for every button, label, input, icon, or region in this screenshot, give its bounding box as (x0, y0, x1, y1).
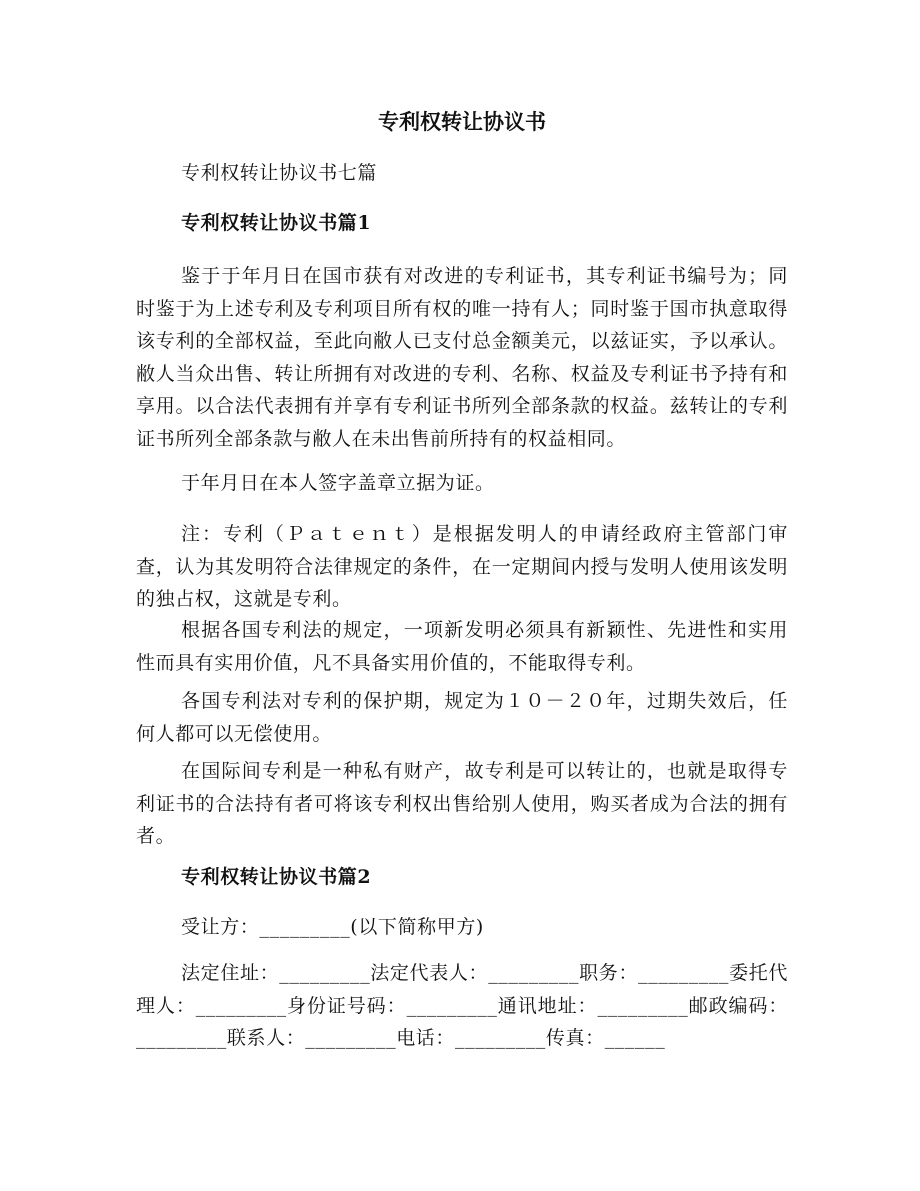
section-heading-1: 专利权转让协议书篇1 (181, 212, 372, 234)
paragraph-assignee-details: 法定住址：_________法定代表人：_________职务：_________委托代理人：_________身份证号码：_________通讯地址：_________邮政编码：_________联系人：_________电话：_________传真：______ (136, 962, 788, 1049)
document-title: 专利权转让协议书 (378, 109, 546, 134)
paragraph-protection-period: 各国专利法对专利的保护期，规定为１０－２０年，过期失效后，任何人都可以无偿使用。 (136, 690, 788, 745)
paragraph-transfer-statement: 鉴于于年月日在国市获有对改进的专利证书，其专利证书编号为；同时鉴于为上述专利及专利项目所有权的唯一持有人；同时鉴于国市执意取得该专利的全部权益，至此向敝人已支付总金额美元，以兹证实，予以承认。敝人当众出售、转让所拥有对改进的专利、名称、权益及专利证书予持有和享用。以合法代表拥有并享有专利证书所列全部条款的权益。兹转让的专利证书所列全部条款与敝人在未出售前所持有的权益相同。 (136, 265, 788, 450)
paragraph-patent-law: 根据各国专利法的规定，一项新发明必须具有新颖性、先进性和实用性而具有实用价值，凡不具备实用价值的，不能取得专利。 (136, 619, 788, 674)
paragraph-signature: 于年月日在本人签字盖章立据为证。 (181, 472, 495, 494)
paragraph-assignee: 受让方：_________(以下简称甲方) (181, 916, 484, 938)
section-heading-2: 专利权转让协议书篇2 (181, 866, 372, 888)
paragraph-private-property: 在国际间专利是一种私有财产，故专利是可以转让的，也就是取得专利证书的合法持有者可将该专利权出售给别人使用，购买者成为合法的拥有者。 (136, 760, 788, 847)
paragraph-patent-note: 注：专利（Ｐａｔｅｎｔ）是根据发明人的申请经政府主管部门审查，认为其发明符合法律规定的条件，在一定期间内授与发明人使用该发明的独占权，这就是专利。 (136, 523, 788, 610)
document-subtitle: 专利权转让协议书七篇 (181, 162, 378, 184)
